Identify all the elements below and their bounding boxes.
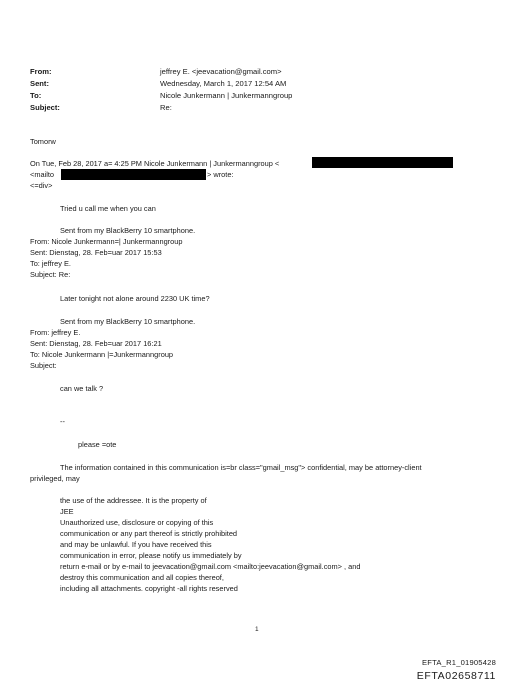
body-line: > wrote: <box>207 170 234 179</box>
body-line: destroy this communication and all copies thereof, <box>60 573 224 582</box>
body-line: From: Nicole Junkermann=| Junkermanngroup <box>30 237 183 246</box>
body-line: and may be unlawful. If you have received this <box>60 540 212 549</box>
redaction-bar <box>312 157 453 168</box>
sent-label: Sent: <box>30 79 49 88</box>
subject-label: Subject: <box>30 103 60 112</box>
body-line: can we talk ? <box>60 384 104 393</box>
body-line: Subject: <box>30 361 57 370</box>
body-line: Subject: Re: <box>30 270 71 279</box>
body-line: To: Nicole Junkermann |=Junkermanngroup <box>30 350 174 359</box>
body-line: return e-mail or by e-mail to jeevacation@gmail.com <mailto:jeevacation@gmail.com> , and <box>60 562 361 571</box>
body-line: Unauthorized use, disclosure or copying of this <box>60 518 214 527</box>
bates-id-1: EFTA_R1_01905428 <box>422 658 496 667</box>
body-line: <mailto <box>30 170 55 179</box>
body-line: Sent: Dienstag, 28. Feb=uar 2017 15:53 <box>30 248 162 257</box>
body-line: The information contained in this communication is=br class="gmail_msg"> confidential, may be attorney-client <box>60 463 422 472</box>
body-line: Sent from my BlackBerry 10 smartphone. <box>60 226 196 235</box>
redaction-bar <box>61 169 206 180</box>
from-label: From: <box>30 67 52 76</box>
body-line: On Tue, Feb 28, 2017 a= 4:25 PM Nicole Junkermann | Junkermanngroup < <box>30 159 280 168</box>
body-line: communication or any part thereof is strictly prohibited <box>60 529 238 538</box>
page-number: 1 <box>255 626 259 633</box>
body-line: Sent: Dienstag, 28. Feb=uar 2017 16:21 <box>30 339 162 348</box>
to-label: To: <box>30 91 42 100</box>
body-line: Tried u call me when you can <box>60 204 156 213</box>
to-value: Nicole Junkermann | Junkermanngroup <box>160 91 293 100</box>
body-line: including all attachments. copyright -all rights reserved <box>60 584 238 593</box>
from-value: jeffrey E. <jeevacation@gmail.com> <box>160 67 282 76</box>
body-line: To: jeffrey E. <box>30 259 71 268</box>
body-line: From: jeffrey E. <box>30 328 81 337</box>
body-line: please =ote <box>78 440 117 449</box>
body-line: Sent from my BlackBerry 10 smartphone. <box>60 317 196 326</box>
body-line: communication in error, please notify us immediately by <box>60 551 242 560</box>
body-line: the use of the addressee. It is the property of <box>60 496 207 505</box>
body-line: Tomorw <box>30 137 56 146</box>
body-line: <=div> <box>30 181 53 190</box>
body-line: JEE <box>60 507 74 516</box>
body-line: privileged, may <box>30 474 80 483</box>
bates-id-2: EFTA02658711 <box>416 670 496 682</box>
sent-value: Wednesday, March 1, 2017 12:54 AM <box>160 79 287 88</box>
body-line: -- <box>60 417 65 426</box>
subject-value: Re: <box>160 103 172 112</box>
body-line: Later tonight not alone around 2230 UK time? <box>60 294 210 303</box>
